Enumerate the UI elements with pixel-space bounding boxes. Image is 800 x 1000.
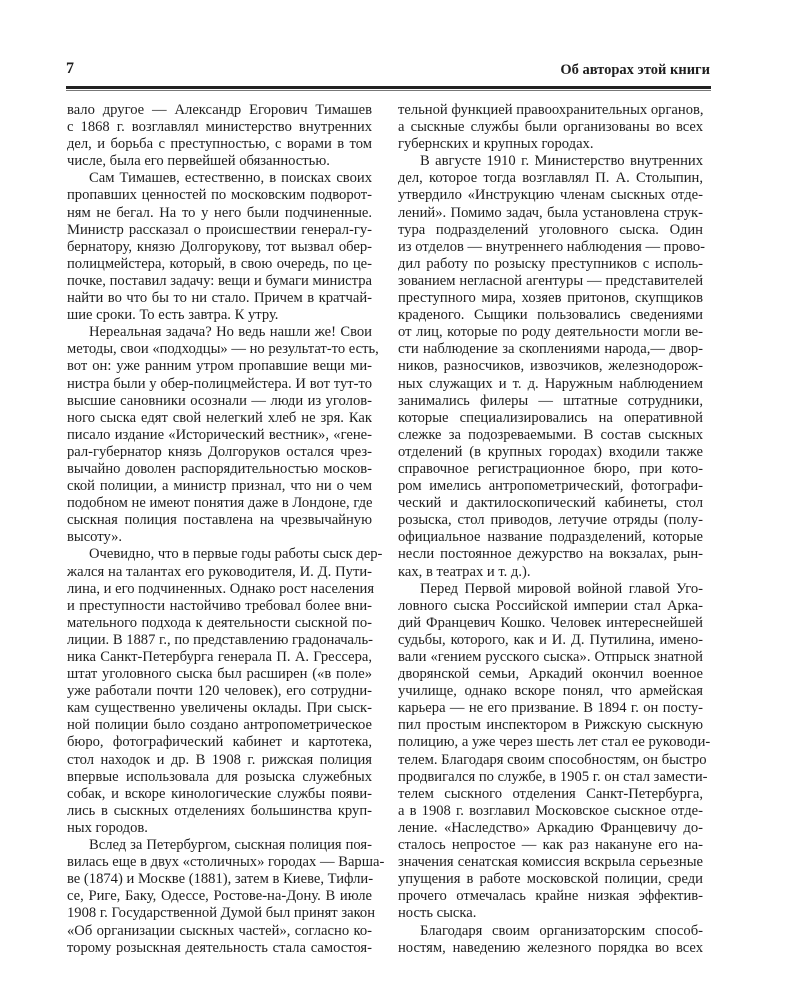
header-rule-thin: [66, 90, 711, 91]
text-line: и преступности настойчиво требовал более вни-: [67, 597, 372, 614]
text-line: розыска, стол приводов, летучие отряды (полу-: [398, 512, 703, 529]
text-line: «Об организации сыскных частей», согласно ко-: [67, 922, 372, 939]
text-line: полицию, а уже через шесть лет стал ее руководи-: [398, 734, 711, 751]
text-line: вало другое — Александр Егорович Тимашев: [67, 102, 372, 118]
text-line: уже работали почти 120 человек), его сотрудни-: [67, 683, 372, 700]
paragraph: [398, 923, 703, 957]
text-line: ской полиции, а министр признал, что ни о чем: [67, 478, 372, 495]
text-line: сталось непростое — как раз накануне его на-: [398, 837, 703, 854]
paragraph: [398, 102, 703, 153]
left-column: [67, 102, 385, 957]
text-line: почке, поставил задачу: вещи и бумаги министра: [67, 272, 372, 289]
text-line: стол находок и др. В 1908 г. рижская полиция: [67, 751, 372, 768]
text-line: штат уголовного сыска был расширен («в поле»: [67, 666, 372, 683]
text-line: шие сроки. То есть завтра. К утру.: [67, 307, 279, 324]
page-number: 7: [66, 60, 74, 77]
text-line: рал-губернатор князь Долгоруков остался чрез-: [67, 443, 372, 460]
text-line: занимались филеры — штатные сотрудники,: [398, 392, 703, 409]
text-line: краденого. Сыщики пользовались сведениями: [398, 307, 703, 324]
text-line: пропавших ценностей по московским подворот-: [67, 187, 372, 204]
text-line: се, Риге, Баку, Одессе, Ростове-на-Дону. В июле: [67, 888, 372, 905]
header-rule: [66, 86, 711, 89]
running-title: Об авторах этой книги: [560, 62, 710, 78]
text-line: лись в сыскных отделениях большинства круп-: [67, 802, 372, 819]
text-line: которые специализировались на оперативной: [398, 409, 703, 426]
text-line: В августе 1910 г. Министерство внутренних: [420, 153, 703, 170]
text-line: утвердило «Инструкцию членам сыскных отде-: [398, 187, 703, 204]
text-line: кам существенно увеличены оклады. При сыск-: [67, 700, 372, 717]
text-line: дил работу по розыску преступников с исполь-: [398, 255, 703, 272]
text-line: судьбы, которого, как и И. Д. Путилина, имено-: [398, 631, 703, 648]
text-line: тура подразделений уголовного сыска. Один: [398, 221, 703, 238]
text-line: несли постоянное дежурство на вокзалах, рын-: [398, 546, 703, 563]
text-line: ностям, наведению железного порядка во всех: [398, 939, 703, 956]
text-line: телем. Благодаря своим способностям, он быстро: [398, 751, 707, 768]
text-line: слежке за подозреваемыми. В состав сыскных: [398, 426, 703, 443]
text-line: собак, и вскоре кинологические службы появи-: [67, 785, 372, 802]
text-line: а сыскные службы были организованы во всех: [398, 119, 703, 136]
paragraph: [67, 170, 372, 324]
text-line: ром имелись антропометрический, фотографи-: [398, 478, 703, 495]
paragraph: [67, 546, 383, 837]
text-line: ных городов.: [67, 819, 148, 836]
text-line: ной полиции было создано антропометрическое: [67, 717, 372, 734]
text-line: значения сенатская комиссия вскрыла серьезные: [398, 854, 703, 871]
text-line: ческий и дактилоскопический кабинеты, стол: [398, 495, 703, 512]
text-line: упущения в работе московской полиции, среди: [398, 871, 703, 888]
text-line: жался на талантах его руководителя, И. Д. Пути-: [67, 563, 372, 580]
paragraph: [67, 837, 385, 957]
text-line: губернских и крупных городах.: [398, 136, 594, 153]
text-line: ням не бегал. На то у него были подчиненные.: [67, 204, 372, 221]
text-line: ловного сыска Российской империи стал Арка-: [398, 597, 703, 614]
text-line: Министр рассказал о происшествии генерал-гу-: [67, 221, 372, 238]
text-line: найти во что бы то ни стало. Причем в кратчай-: [67, 290, 372, 307]
text-line: нистра были у обер-полицмейстера. И вот тут-то: [67, 375, 372, 392]
text-line: дел, которое тогда возглавлял П. А. Столыпин,: [398, 170, 703, 187]
text-line: отделений (в крупных городах) входили также: [398, 443, 703, 460]
text-line: мательного подхода к деятельности сыскной по-: [67, 614, 372, 631]
text-line: прочего отмечалась крайне низкая эффектив-: [398, 888, 703, 905]
text-line: Сам Тимашев, естественно, в поисках своих: [89, 170, 372, 187]
text-line: дворянской семьи, Аркадий окончил военное: [398, 666, 703, 683]
text-line: вали «гением русского сыска». Отпрыск знатной: [398, 649, 703, 665]
text-line: ках, в театрах и т. д.).: [398, 563, 531, 580]
text-line: справочное регистрационное бюро, при кото-: [398, 460, 703, 477]
text-line: продвигался по службе, в 1905 г. он стал замести-: [398, 768, 708, 785]
text-line: лиции. В 1887 г., по представлению градоначаль-: [67, 631, 373, 648]
text-line: бюро, фотографический кабинет и картотека,: [67, 734, 372, 751]
text-line: ных служащих и т. д. Наружным наблюдением: [398, 375, 703, 392]
text-line: Перед Первой мировой войной главой Уго-: [420, 580, 703, 597]
right-column: [398, 102, 711, 957]
text-line: Нереальная задача? Но ведь нашли же! Свои: [89, 324, 372, 341]
text-line: ников, разносчиков, извозчиков, железнодорож-: [398, 358, 703, 375]
text-line: высоту».: [67, 529, 123, 546]
text-line: лина, и его подчиненных. Однако рост населения: [67, 580, 375, 597]
text-line: дел, и борьба с преступностью, с ворами в том: [67, 136, 372, 153]
text-line: полицмейстера, который, в свою очередь, по це-: [67, 255, 372, 272]
text-line: сти наблюдение за скоплениями народа,— двор-: [398, 341, 703, 358]
text-line: ление. «Наследство» Аркадию Францевичу до-: [398, 819, 703, 836]
text-line: высшие сановники осознали — люди из уголов-: [67, 392, 372, 409]
paragraph: [398, 580, 711, 923]
text-line: методы, свои «подходцы» — но результат-то есть,: [67, 341, 379, 358]
text-line: сыскная полиция поставлена на чрезвычайную: [67, 512, 372, 529]
text-line: ве (1874) и Москве (1881), затем в Киеве, Тифли-: [67, 871, 374, 888]
text-line: а в 1908 г. возглавил Московское сыскное отде-: [398, 802, 703, 819]
text-line: училище, однако вскоре понял, что армейская: [398, 683, 703, 700]
text-line: преступного мира, хозяев притонов, скупщиков: [398, 290, 703, 307]
text-line: дий Францевич Кошко. Человек интереснейшей: [398, 614, 703, 631]
text-line: 1908 г. Государственной Думой был принят закон: [67, 905, 376, 922]
text-line: из отделов — внутреннего наблюдения — прово-: [398, 238, 706, 255]
text-line: телем сыскного отделения Санкт-Петербурга,: [398, 785, 703, 802]
text-line: ность сыска.: [398, 905, 477, 922]
text-line: Вслед за Петербургом, сыскная полиция поя-: [89, 837, 372, 854]
text-line: впервые использовала для розыска служебных: [67, 768, 372, 785]
text-line: вычайно доволен распорядительностью москов-: [67, 460, 372, 477]
text-line: зованием негласной агентуры — представителей: [398, 272, 703, 289]
text-line: ного сыска едят свой нелегкий хлеб не зря. Как: [67, 409, 372, 426]
text-line: Благодаря своим организаторским способ-: [420, 922, 703, 939]
text-line: подобном не имеют понятия даже в Лондоне, где: [67, 495, 373, 512]
text-line: писало издание «Исторический вестник», «гене-: [67, 426, 372, 443]
paragraph: [398, 153, 706, 580]
text-line: с 1868 г. возглавлял министерство внутренних: [67, 119, 372, 136]
paragraph: [67, 324, 379, 546]
text-line: от лиц, которые по роду деятельности могли ве-: [398, 324, 703, 341]
text-line: Очевидно, что в первые годы работы сыск дер-: [89, 546, 383, 563]
text-line: карьера — не его призвание. В 1894 г. он посту-: [398, 700, 703, 717]
text-line: вот он: уже ранним утром пропавшие вещи ми-: [67, 358, 372, 375]
text-line: лений». Помимо задач, была установлена струк-: [398, 204, 703, 221]
text-line: официальное название подразделений, которые: [398, 529, 703, 546]
text-line: вилась еще в двух «столичных» городах — Варша-: [67, 854, 385, 871]
text-line: торому розыскная деятельность стала самостоя-: [67, 939, 372, 956]
text-line: ника Санкт-Петербурга генерала П. А. Грессера,: [67, 649, 372, 665]
text-line: бернатору, князю Долгорукову, тот вызвал обер-: [67, 238, 372, 255]
text-line: числе, была его первейшей обязанностью.: [67, 153, 330, 170]
text-line: тельной функцией правоохранительных органов,: [398, 102, 704, 118]
paragraph: [67, 102, 372, 170]
text-line: пил простым инспектором в Рижскую сыскную: [398, 717, 703, 734]
